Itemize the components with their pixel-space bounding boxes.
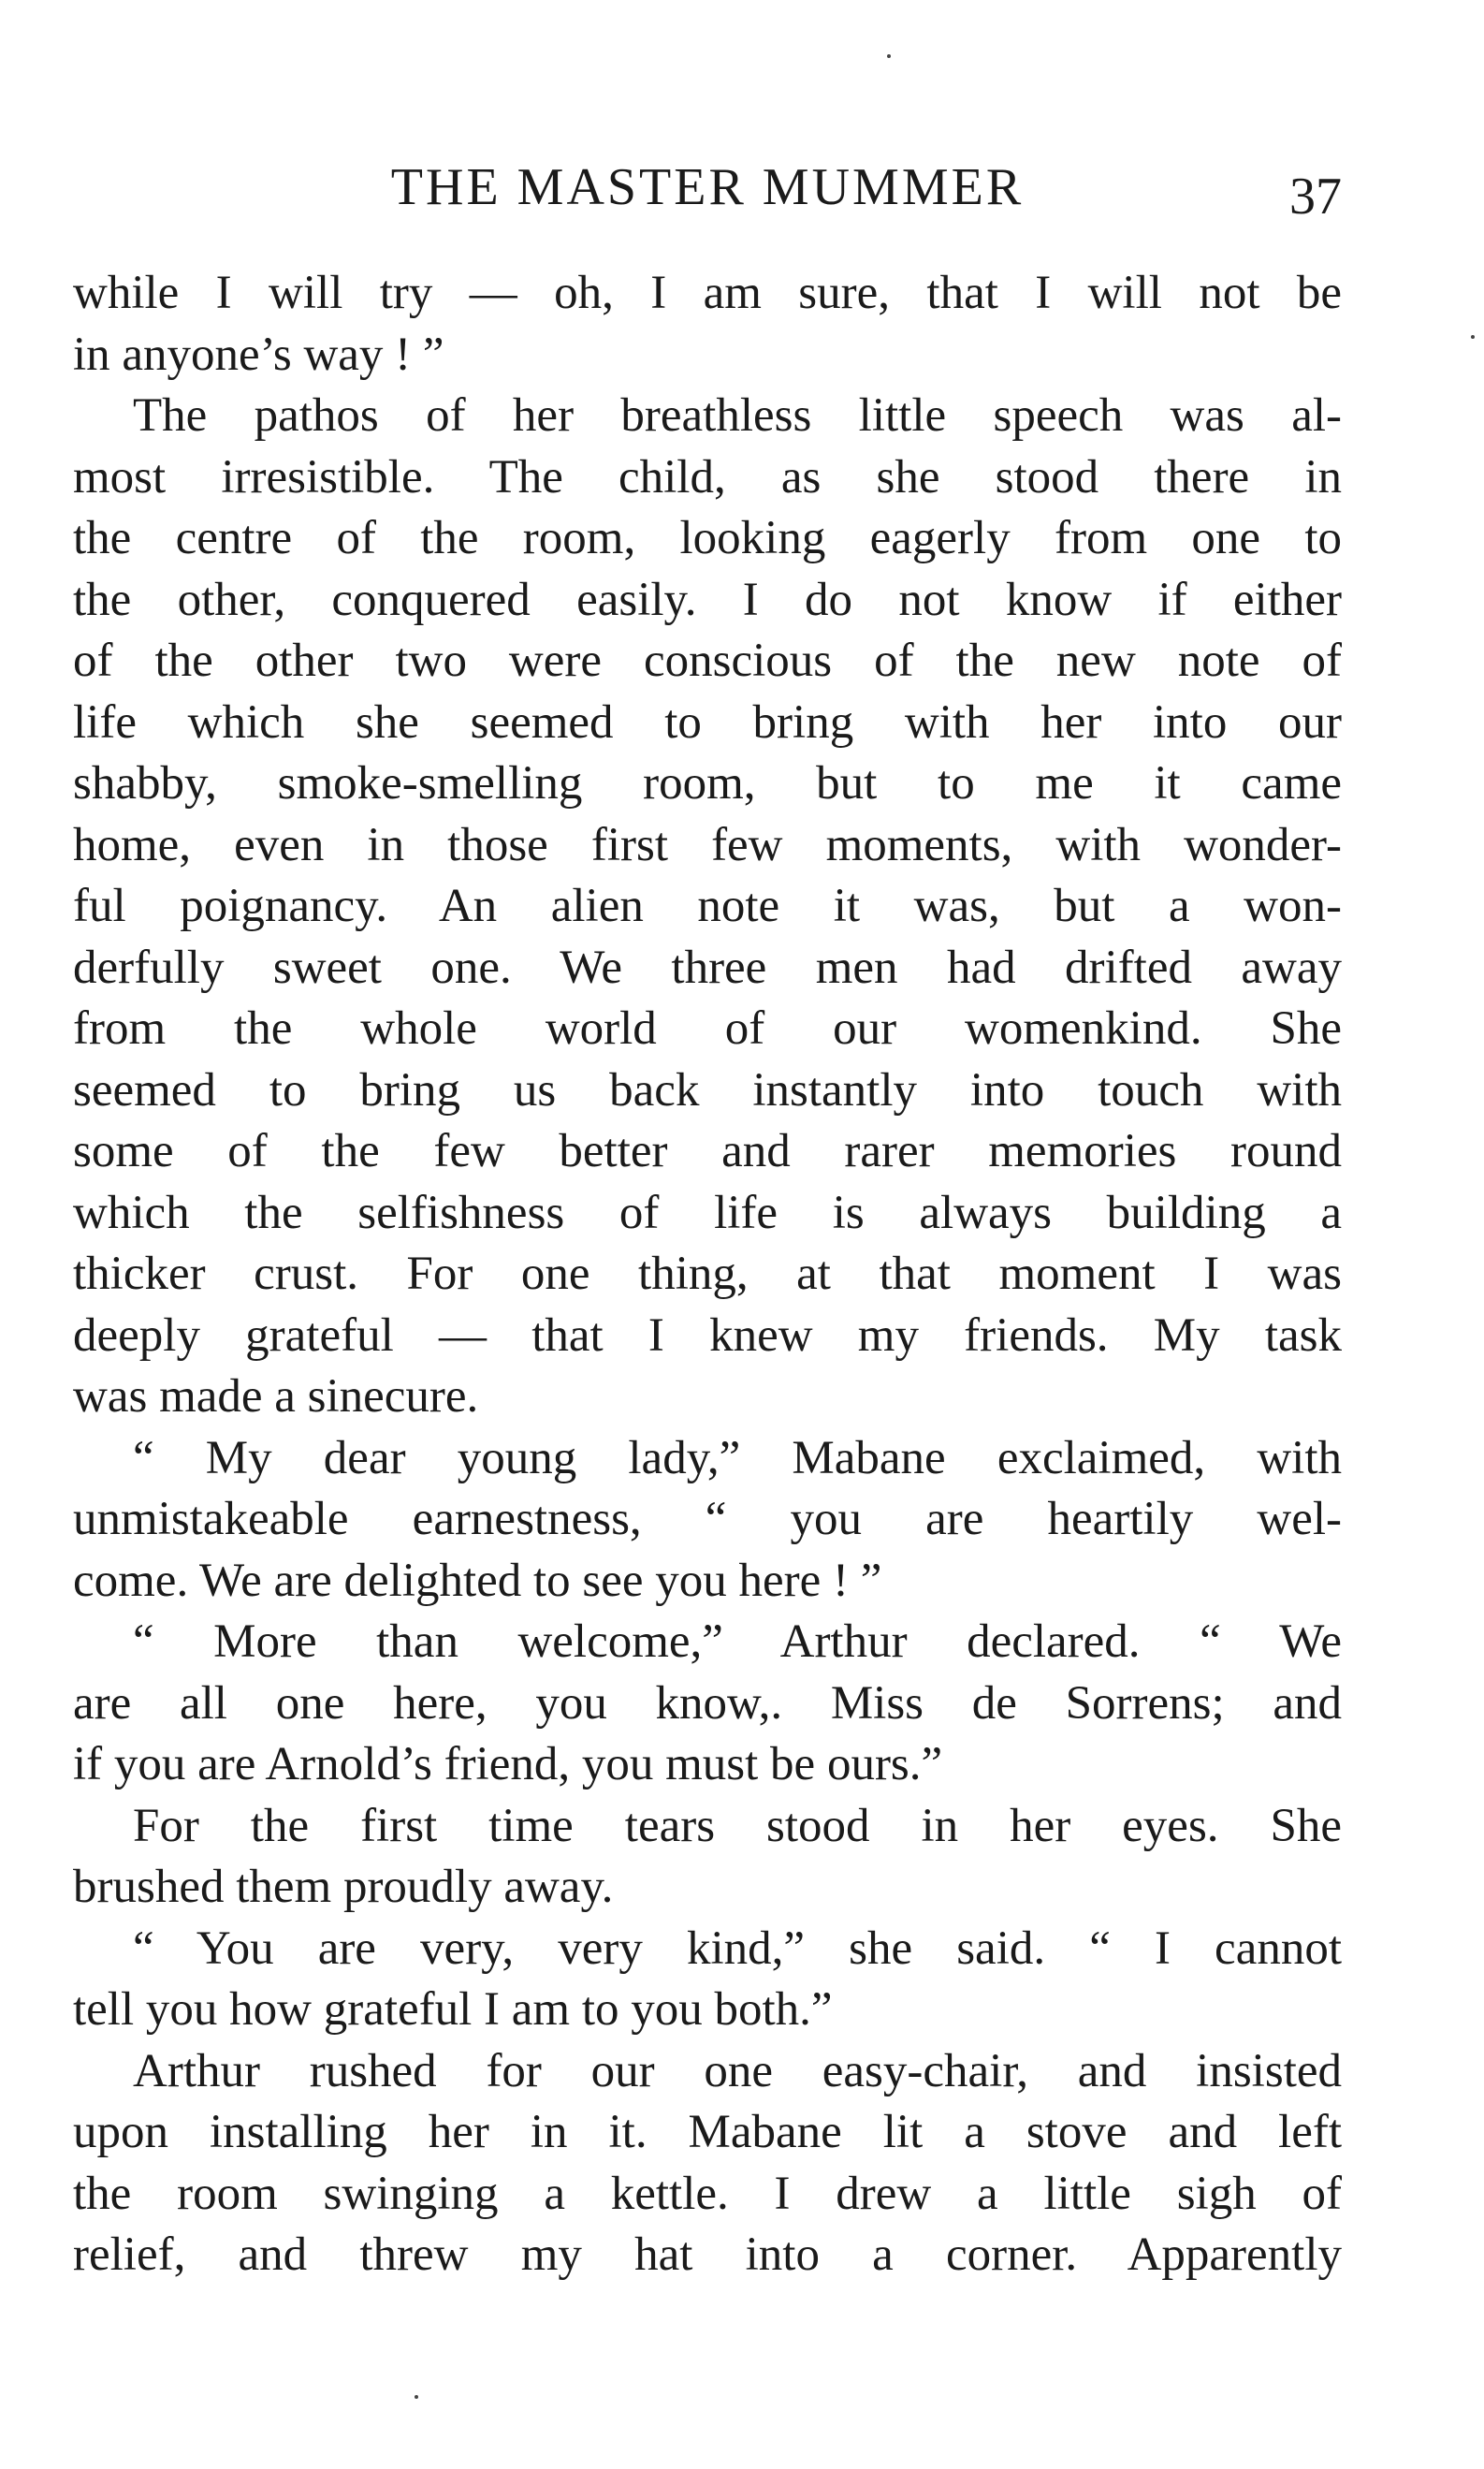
text-line: the centre of the room, looking eagerly from one to — [73, 512, 1342, 564]
text-line: unmistakeable earnestness, “ you are heartily wel- — [73, 1493, 1342, 1545]
text-line: are all one here, you know,. Miss de Sorrens; and — [73, 1676, 1342, 1730]
text-line: the room swinging a kettle. I drew a little sigh of — [73, 2167, 1342, 2220]
body-text — [73, 263, 1342, 2286]
text-line: For the first time tears stood in her eyes. She — [133, 1799, 1342, 1852]
text-line: the other, conquered easily. I do not know if either — [73, 573, 1342, 626]
running-head — [73, 150, 1342, 225]
text-line: “ You are very, very kind,” she said. “ I cannot — [133, 1921, 1342, 1975]
text-line: while I will try — oh, I am sure, that I will not be — [73, 267, 1342, 319]
text-line: of the other two were conscious of the new note of — [73, 635, 1342, 687]
text-line: some of the few better and rarer memories round — [73, 1125, 1342, 1177]
text-line: in anyone’s way ! ” — [73, 328, 444, 381]
text-line: ful poignancy. An alien note it was, but a won- — [73, 880, 1342, 932]
text-line: which the selfishness of life is always building a — [73, 1186, 1342, 1239]
text-line: come. We are delighted to see you here ! ” — [73, 1554, 882, 1607]
text-line: seemed to bring us back instantly into touch with — [73, 1063, 1342, 1117]
text-line: if you are Arnold’s friend, you must be ours.” — [73, 1738, 943, 1790]
text-line: most irresistible. The child, as she stood there in — [73, 450, 1342, 504]
text-line: deeply grateful — that I knew my friends. My task — [73, 1308, 1342, 1362]
text-line: was made a sinecure. — [73, 1370, 479, 1423]
scan-speck — [887, 54, 891, 58]
scan-speck — [415, 2395, 418, 2399]
text-line: tell you how grateful I am to you both.” — [73, 1983, 833, 2036]
text-line: The pathos of her breathless little speech was al- — [133, 389, 1342, 442]
text-line: brushed them proudly away. — [73, 1861, 614, 1913]
text-line: relief, and threw my hat into a corner. Apparently — [73, 2228, 1342, 2281]
text-line: shabby, smoke-smelling room, but to me it came — [73, 757, 1342, 810]
text-line: derfully sweet one. We three men had drifted away — [73, 941, 1342, 994]
text-line: home, even in those first few moments, with wonder- — [73, 818, 1342, 871]
page-number: 37 — [1289, 168, 1342, 226]
text-line: Arthur rushed for our one easy-chair, and insisted — [133, 2044, 1342, 2097]
text-line: “ More than welcome,” Arthur declared. “ We — [133, 1615, 1342, 1668]
running-title: THE MASTER MUMMER — [390, 158, 1025, 216]
scan-speck — [1471, 335, 1475, 339]
text-line: thicker crust. For one thing, at that moment I was — [73, 1248, 1342, 1300]
text-line: life which she seemed to bring with her into our — [73, 695, 1342, 749]
text-line: from the whole world of our womenkind. She — [73, 1002, 1342, 1055]
text-line: upon installing her in it. Mabane lit a stove and left — [73, 2106, 1342, 2158]
text-line: “ My dear young lady,” Mabane exclaimed, with — [133, 1431, 1342, 1484]
